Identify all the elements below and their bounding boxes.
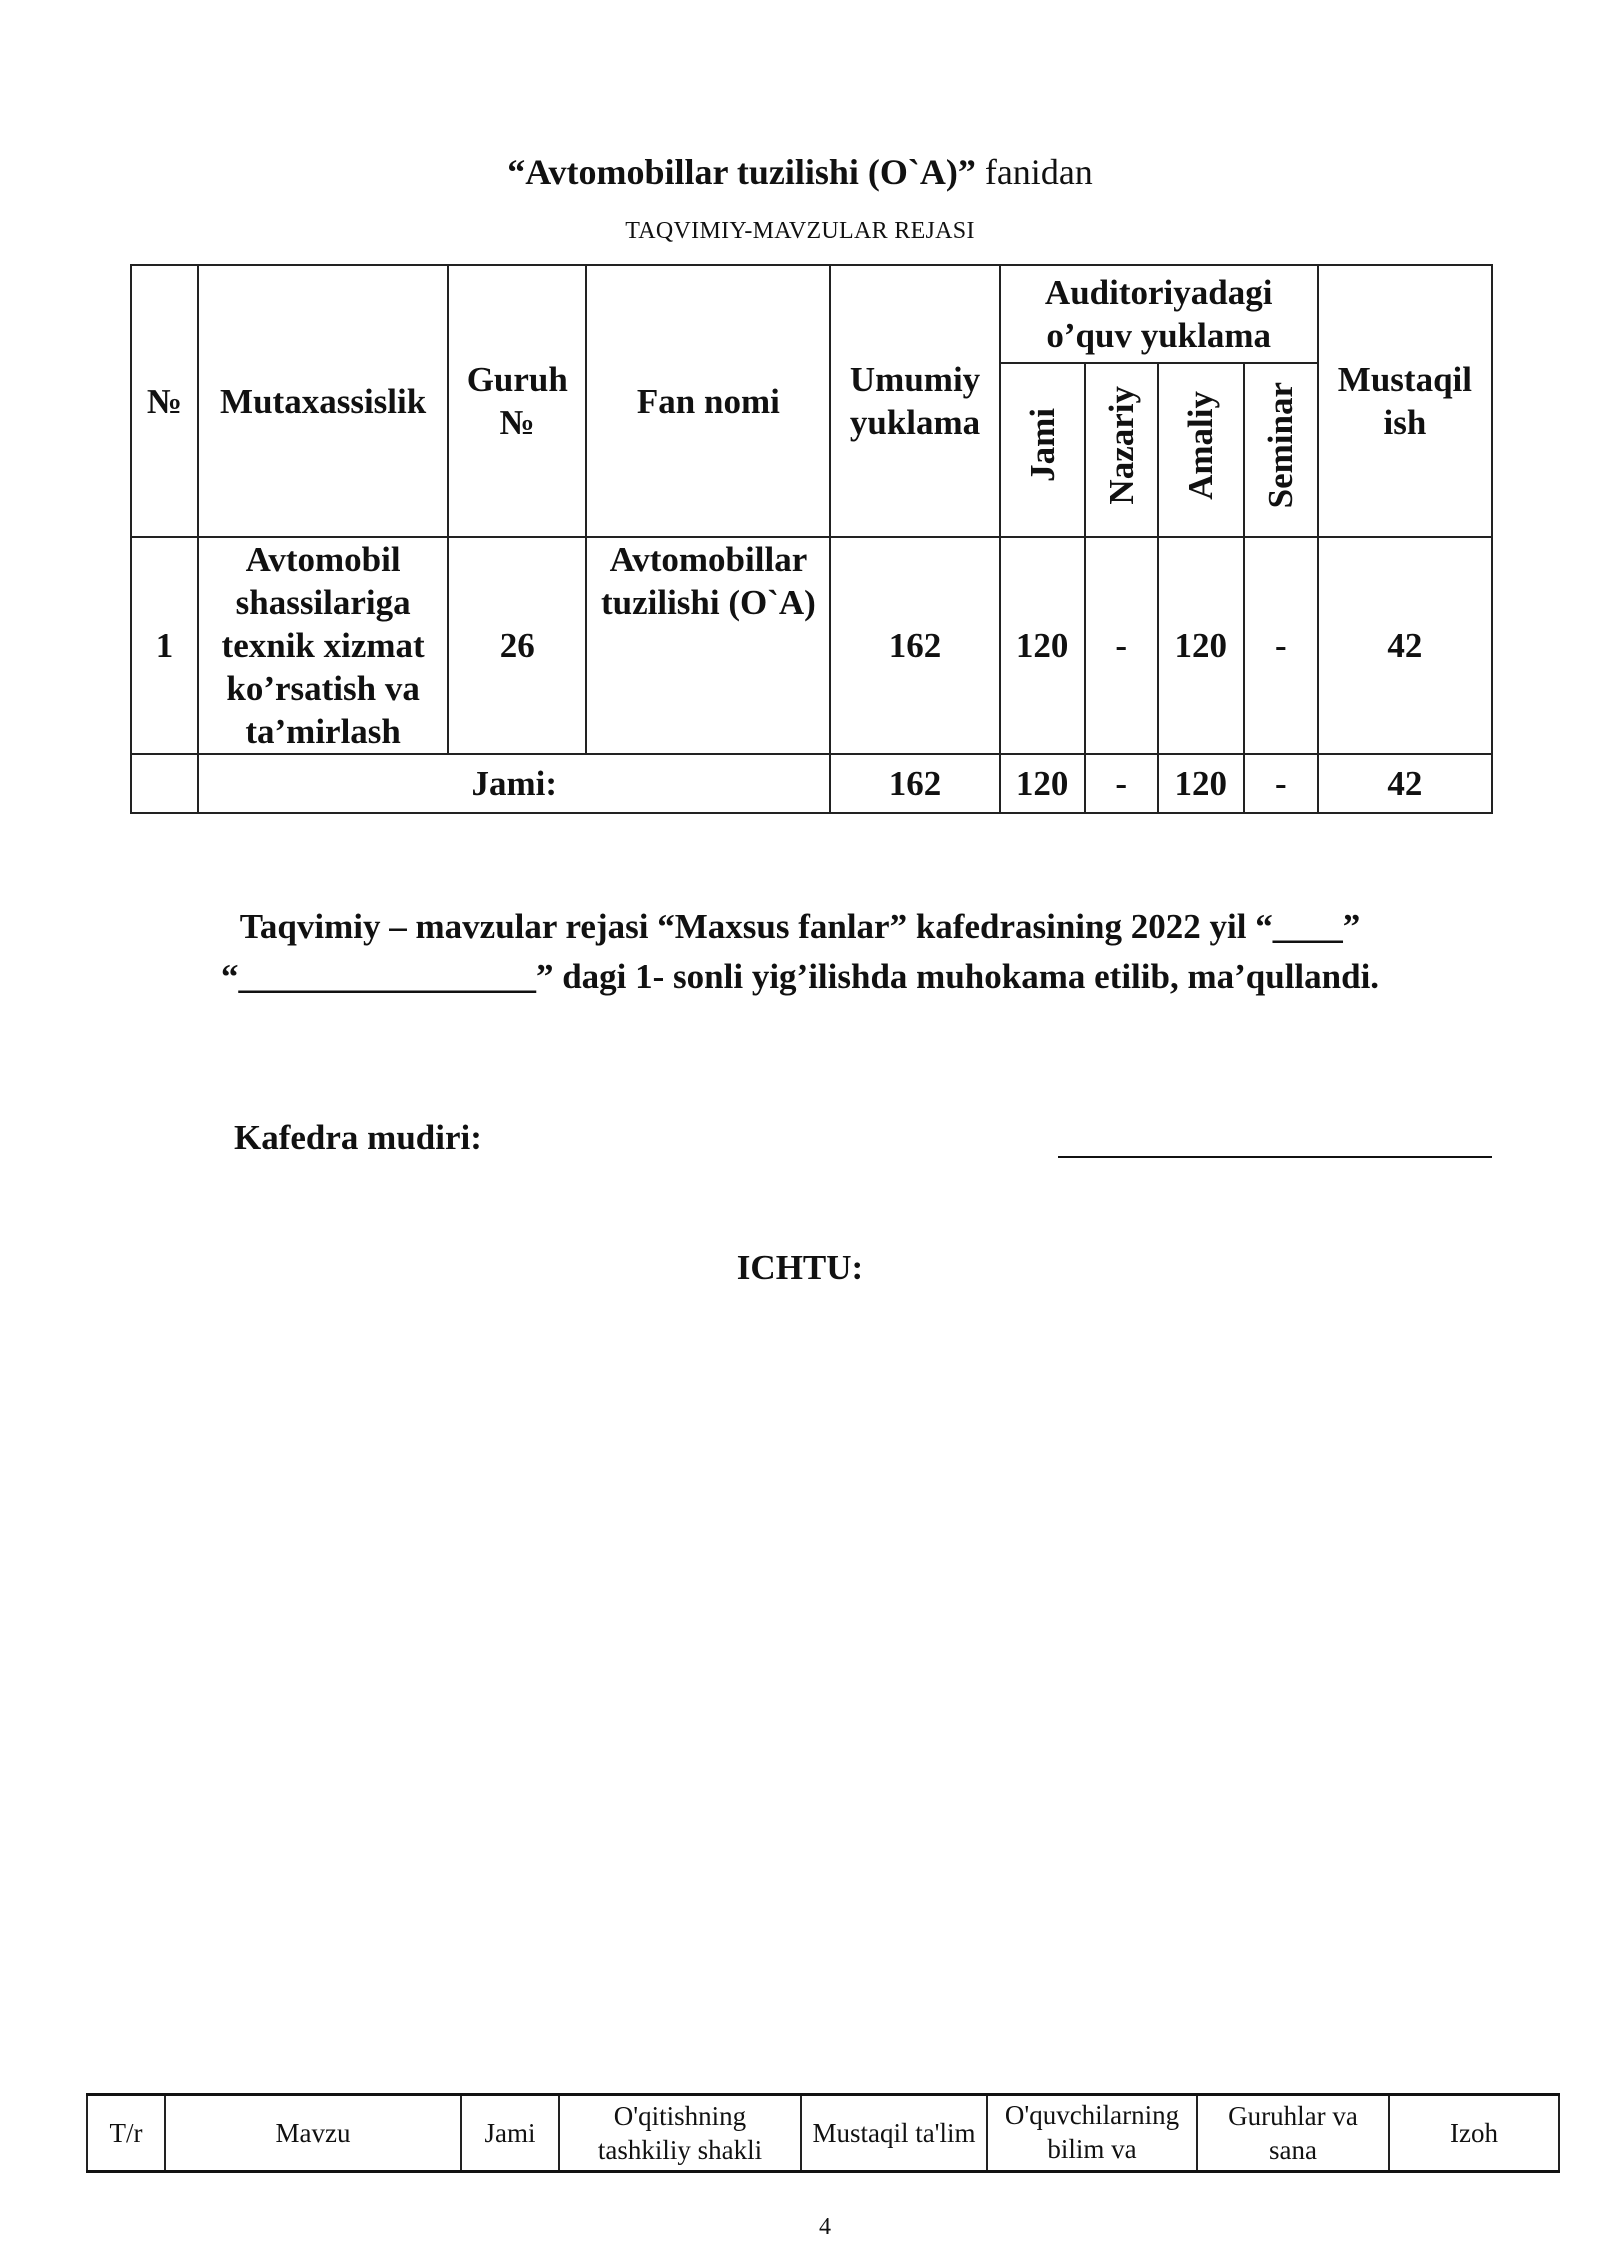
approval-statement — [0, 902, 1600, 1002]
table-row — [131, 537, 1492, 754]
title-subject: “Avtomobillar tuzilishi (O`A)” — [507, 152, 976, 192]
header-theory-cell — [1085, 363, 1158, 537]
header-specialty: Mutaxassislik — [198, 265, 448, 537]
topics-header-independent: Mustaqil ta'lim — [801, 2095, 987, 2172]
row-independent: 42 — [1318, 537, 1492, 754]
topics-header-tr: T/r — [87, 2095, 165, 2172]
header-total-load: Umumiy yuklama — [830, 265, 999, 537]
row-seminar: - — [1244, 537, 1318, 754]
header-independent: Mustaqil ish — [1318, 265, 1492, 537]
topics-header-topic: Mavzu — [165, 2095, 461, 2172]
topics-header-groups-date: Guruhlar va sana — [1197, 2095, 1389, 2172]
summary-theory: - — [1085, 754, 1158, 813]
row-specialty: Avtomobil shassilariga texnik xizmat ko’rsatish va ta’mirlash — [198, 537, 448, 754]
row-group: 26 — [448, 537, 586, 754]
header-auditorium: Auditoriyadagi o’quv yuklama — [1000, 265, 1318, 363]
topics-header-form: O'qitishning tashkiliy shakli — [559, 2095, 801, 2172]
header-seminar-cell — [1244, 363, 1318, 537]
plan-table — [130, 264, 1493, 814]
summary-total: 120 — [1000, 754, 1085, 813]
topics-table-header — [86, 2093, 1560, 2173]
row-total: 120 — [1000, 537, 1085, 754]
summary-total-load: 162 — [830, 754, 999, 813]
header-practice-cell — [1158, 363, 1244, 537]
header-total-cell — [1000, 363, 1085, 537]
summary-row — [131, 754, 1492, 813]
header-seminar: Seminar — [1261, 381, 1301, 509]
topics-header-knowledge: O'quvchilarning bilim va — [987, 2095, 1197, 2172]
row-total-load: 162 — [830, 537, 999, 754]
row-subject: Avtomobillar tuzilishi (O`A) — [586, 537, 830, 754]
row-num: 1 — [131, 537, 198, 754]
page-number: 4 — [819, 2214, 831, 2240]
document-subtitle: TAQVIMIY-MAVZULAR REJASI — [625, 218, 975, 244]
header-total: Jami — [1022, 408, 1062, 482]
summary-seminar: - — [1244, 754, 1318, 813]
summary-practice: 120 — [1158, 754, 1244, 813]
topics-header-total: Jami — [461, 2095, 559, 2172]
summary-label: Jami: — [198, 754, 830, 813]
department-head-label: Kafedra mudiri: — [234, 1118, 482, 1157]
title-suffix: fanidan — [975, 152, 1093, 192]
header-num: № — [131, 265, 198, 537]
header-subject: Fan nomi — [586, 265, 830, 537]
approval-line-2: “_________________” dagi 1- sonli yig’ilishda muhokama etilib, ma’qullandi. — [220, 957, 1380, 996]
topics-header-note: Izoh — [1389, 2095, 1559, 2172]
signature-line — [1058, 1156, 1492, 1158]
summary-empty-cell — [131, 754, 198, 813]
approval-line-1: Taqvimiy – mavzular rejasi “Maxsus fanlar” kafedrasining 2022 yil “____” — [239, 907, 1361, 946]
header-practice: Amaliy — [1181, 390, 1221, 500]
document-title — [0, 150, 1600, 194]
summary-independent: 42 — [1318, 754, 1492, 813]
header-theory: Nazariy — [1101, 385, 1141, 505]
ichtu-label: ICHTU: — [736, 1248, 864, 1287]
row-theory: - — [1085, 537, 1158, 754]
topics-header-row — [87, 2095, 1559, 2172]
header-group: Guruh № — [448, 265, 586, 537]
row-practice: 120 — [1158, 537, 1244, 754]
